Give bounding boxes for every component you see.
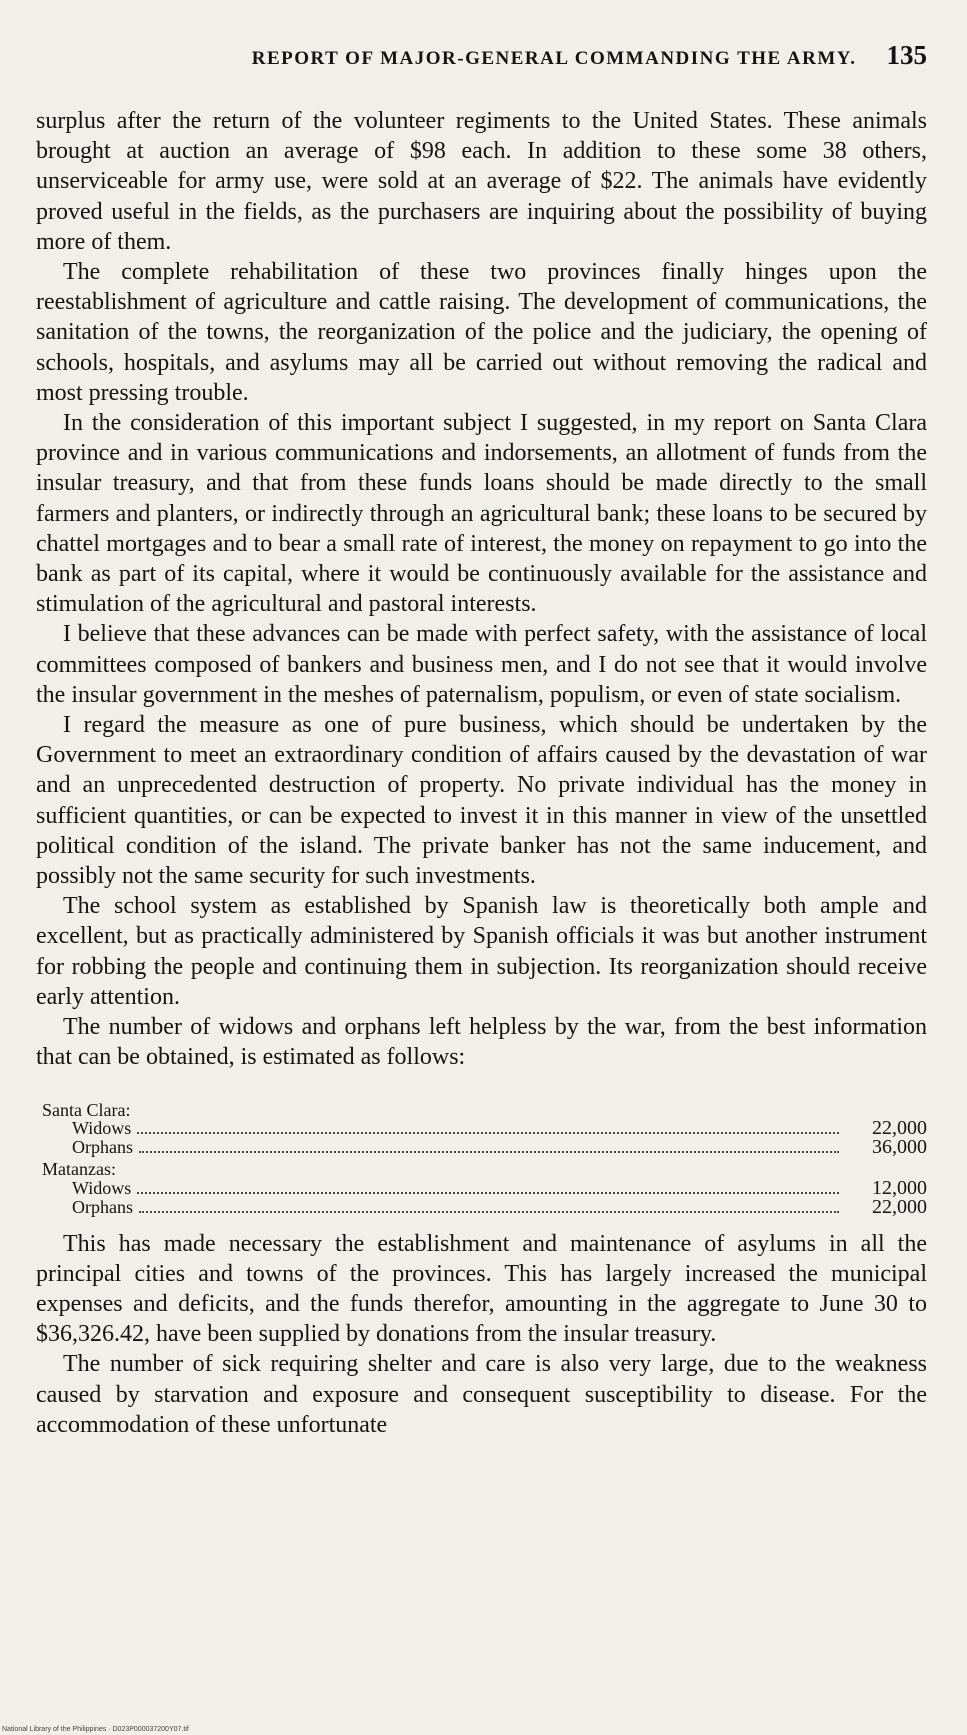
table-row-value: 22,000 [872, 1117, 927, 1139]
paragraph: I believe that these advances can be made with perfect safety, with the assistance of local committees composed of bankers and business men, and I do not see that it would involve the insular government in the meshes of paternalism, populism, or even of state socialism. [36, 621, 927, 708]
table-row-label: Orphans [72, 1196, 133, 1217]
table-row-value: 12,000 [872, 1176, 927, 1199]
paragraph: The school system as established by Spanish law is theoretically both ample and excellent, but as practically administered by Spanish officials it was but another instrument for robbing the people and continuing them in subjection. Its reorganization should receive early attention. [36, 893, 927, 1010]
table-row [36, 1176, 927, 1199]
table-row [36, 1195, 927, 1218]
paragraph: The complete rehabilitation of these two provinces finally hinges upon the reestablishment of agriculture and cattle raising. The development of communications, the sanitation of the towns, the reorganization of the police and the judiciary, the opening of schools, hospitals, and asylums may all be carried out without removing the radical and most pressing trouble. [36, 259, 927, 406]
paragraph: This has made necessary the establishment and maintenance of asylums in all the principal cities and towns of the provinces. This has largely increased the municipal expenses and deficits, and the funds therefor, amounting in the aggregate to June 30 to $36,326.42, have been supplied by donations from the insular treasury. [36, 1230, 927, 1348]
scan-footer: National Library of the Philippines · D023P000037200Y07.tif [2, 1726, 189, 1733]
table-row-label: Widows [72, 1177, 132, 1198]
table-group-title: Santa Clara: [42, 1099, 131, 1120]
table-row-value: 36,000 [872, 1136, 927, 1158]
dot-leader [137, 1132, 839, 1134]
page-header [36, 40, 927, 84]
table-row-value: 22,000 [872, 1195, 927, 1218]
dot-leader [137, 1192, 839, 1194]
paragraph: I regard the measure as one of pure business, which should be undertaken by the Government to meet an extraordinary condition of affairs caused by the devastation of war and an unprecedented destruction of property. No private individual has the money in sufficient quantities, or can be expected to invest it in this manner in view of the unsettled political condition of the island. The private banker has not the same inducement, and possibly not the same security for such investments. [36, 712, 927, 890]
table-row-label: Widows [72, 1118, 132, 1138]
table-group-santa-clara [36, 1101, 927, 1158]
paragraph: In the consideration of this important subject I suggested, in my report on Santa Clara province and in various communications and indorsements, an allotment of funds from the insular treasury, and that from these funds loans should be made directly to the small farmers and planters, or indirectly through an agricultural bank; these loans to be secured by chattel mortgages and to bear a small rate of interest, the money on repayment to go into the bank as part of its capital, where it would be continuously available for the assistance and stimulation of the agricultural and pastoral interests. [36, 410, 927, 618]
table-row [36, 1138, 927, 1157]
table-group-matanzas [36, 1160, 927, 1217]
dot-leader [139, 1151, 839, 1153]
table-group-title: Matanzas: [42, 1159, 116, 1179]
dot-leader [139, 1211, 839, 1213]
paragraph: The number of sick requiring shelter and care is also very large, due to the weakness caused by starvation and exposure and consequent susceptibility to disease. For the accommodation of these unfortunate [36, 1351, 927, 1438]
table-row [36, 1119, 927, 1138]
paragraph: surplus after the return of the volunteer regiments to the United States. These animals brought at auction an average of $98 each. In addition to these some 38 others, unserviceable for army use, were sold at an average of $22. The animals have evidently proved useful in the fields, as the purchasers are inquiring about the possibility of buying more of them. [36, 108, 927, 255]
table-row-label: Orphans [72, 1137, 133, 1157]
widows-orphans-table [36, 1101, 927, 1217]
page-number: 135 [886, 40, 927, 70]
page-body [36, 106, 927, 1440]
running-head: REPORT OF MAJOR-GENERAL COMMANDING THE ARMY. [251, 48, 857, 69]
paragraph: The number of widows and orphans left helpless by the war, from the best information that can be obtained, is estimated as follows: [36, 1014, 927, 1071]
